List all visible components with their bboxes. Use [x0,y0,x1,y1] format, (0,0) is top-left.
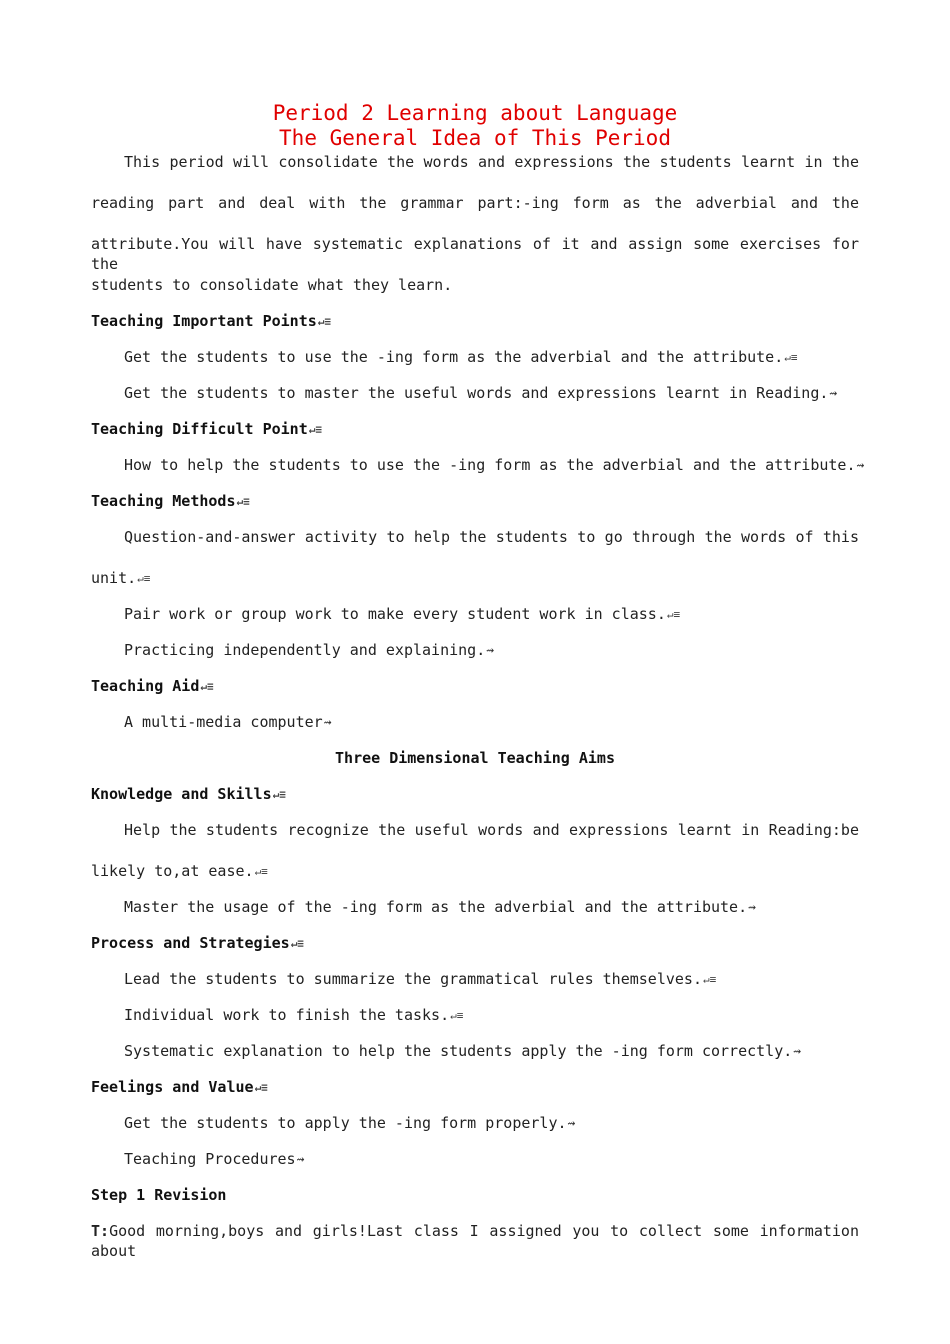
list-item: Question-and-answer activity to help the students to go through the words of this [124,528,859,546]
paragraph-end-mark: ⇝ [567,1116,576,1131]
list-item: Practicing independently and explaining.⇝ [124,641,495,659]
line-end-mark: ↵≡ [666,608,681,621]
paragraph-end-mark: ⇝ [296,1152,305,1167]
line-end-mark: ↵≡ [200,680,214,693]
list-item-continuation: likely to,at ease.↵≡ [91,862,268,880]
line-end-mark: ↵≡ [317,315,332,328]
paragraph-end-mark: ⇝ [829,386,838,401]
step-heading: Step 1 Revision [91,1186,227,1204]
line-end-mark: ↵≡ [702,973,717,986]
paragraph-end-mark: ⇝ [323,715,332,730]
section-heading: Teaching Methods↵≡ [91,492,250,510]
paragraph-end-mark: ⇝ [748,900,756,915]
paragraph-end-mark: ⇝ [793,1044,802,1059]
list-item: Help the students recognize the useful words and expressions learnt in Reading:be [124,821,859,839]
section-heading: Teaching Difficult Point↵≡ [91,420,322,438]
document-title: Period 2 Learning about Language [272,101,678,125]
section-heading: Knowledge and Skills↵≡ [91,785,286,803]
line-end-mark: ↵≡ [272,788,286,801]
list-item: A multi-media computer⇝ [124,713,332,731]
paragraph-end-mark: ⇝ [856,458,865,473]
list-item: Systematic explanation to help the students apply the -ing form correctly.⇝ [124,1042,802,1060]
list-item: Teaching Procedures⇝ [124,1150,305,1168]
line-end-mark: ↵≡ [236,495,250,508]
list-item: Pair work or group work to make every student work in class.↵≡ [124,605,681,623]
section-heading [91,311,859,332]
speaker-label: T: [91,1222,110,1240]
list-item-continuation: unit.↵≡ [91,569,151,587]
intro-line: students to consolidate what they learn. [91,276,453,294]
line-end-mark: ↵≡ [784,351,798,364]
list-item: Lead the students to summarize the grammatical rules themselves.↵≡ [124,970,717,988]
list-item: Get the students to use the -ing form as the adverbial and the attribute.↵≡ [124,348,798,366]
list-item: Get the students to apply the -ing form properly.⇝ [124,1114,576,1132]
line-end-mark: ↵≡ [308,423,322,436]
dialogue-text: Good morning,boys and girls!Last class I assigned you to collect some information about [91,1222,859,1260]
intro-line: attribute.You will have systematic explanations of it and assign some exercises for the [91,235,859,273]
intro-line: This period will consolidate the words and expressions the students learnt in the [124,153,859,171]
line-end-mark: ↵≡ [450,1009,464,1022]
intro-line: reading part and deal with the grammar part:-ing form as the adverbial and the [91,194,859,212]
line-end-mark: ↵≡ [254,1081,268,1094]
line-end-mark: ↵≡ [137,572,151,585]
list-item: Master the usage of the -ing form as the adverbial and the attribute.⇝ [124,898,756,916]
line-end-mark: ↵≡ [254,865,268,878]
list-item: Get the students to master the useful words and expressions learnt in Reading.⇝ [124,384,838,402]
section-heading: Process and Strategies↵≡ [91,934,304,952]
paragraph-end-mark: ⇝ [486,643,495,658]
section-heading: Feelings and Value↵≡ [91,1078,268,1096]
list-item: Individual work to finish the tasks.↵≡ [124,1006,464,1024]
section-heading: Teaching Aid↵≡ [91,677,214,695]
heading-text: Teaching Important Points [91,312,317,330]
dialogue-line [91,1221,859,1261]
aims-heading: Three Dimensional Teaching Aims [335,749,615,767]
document-subtitle: The General Idea of This Period [279,126,671,150]
list-item: How to help the students to use the -ing form as the adverbial and the attribute.⇝ [124,456,865,474]
line-end-mark: ↵≡ [290,937,304,950]
